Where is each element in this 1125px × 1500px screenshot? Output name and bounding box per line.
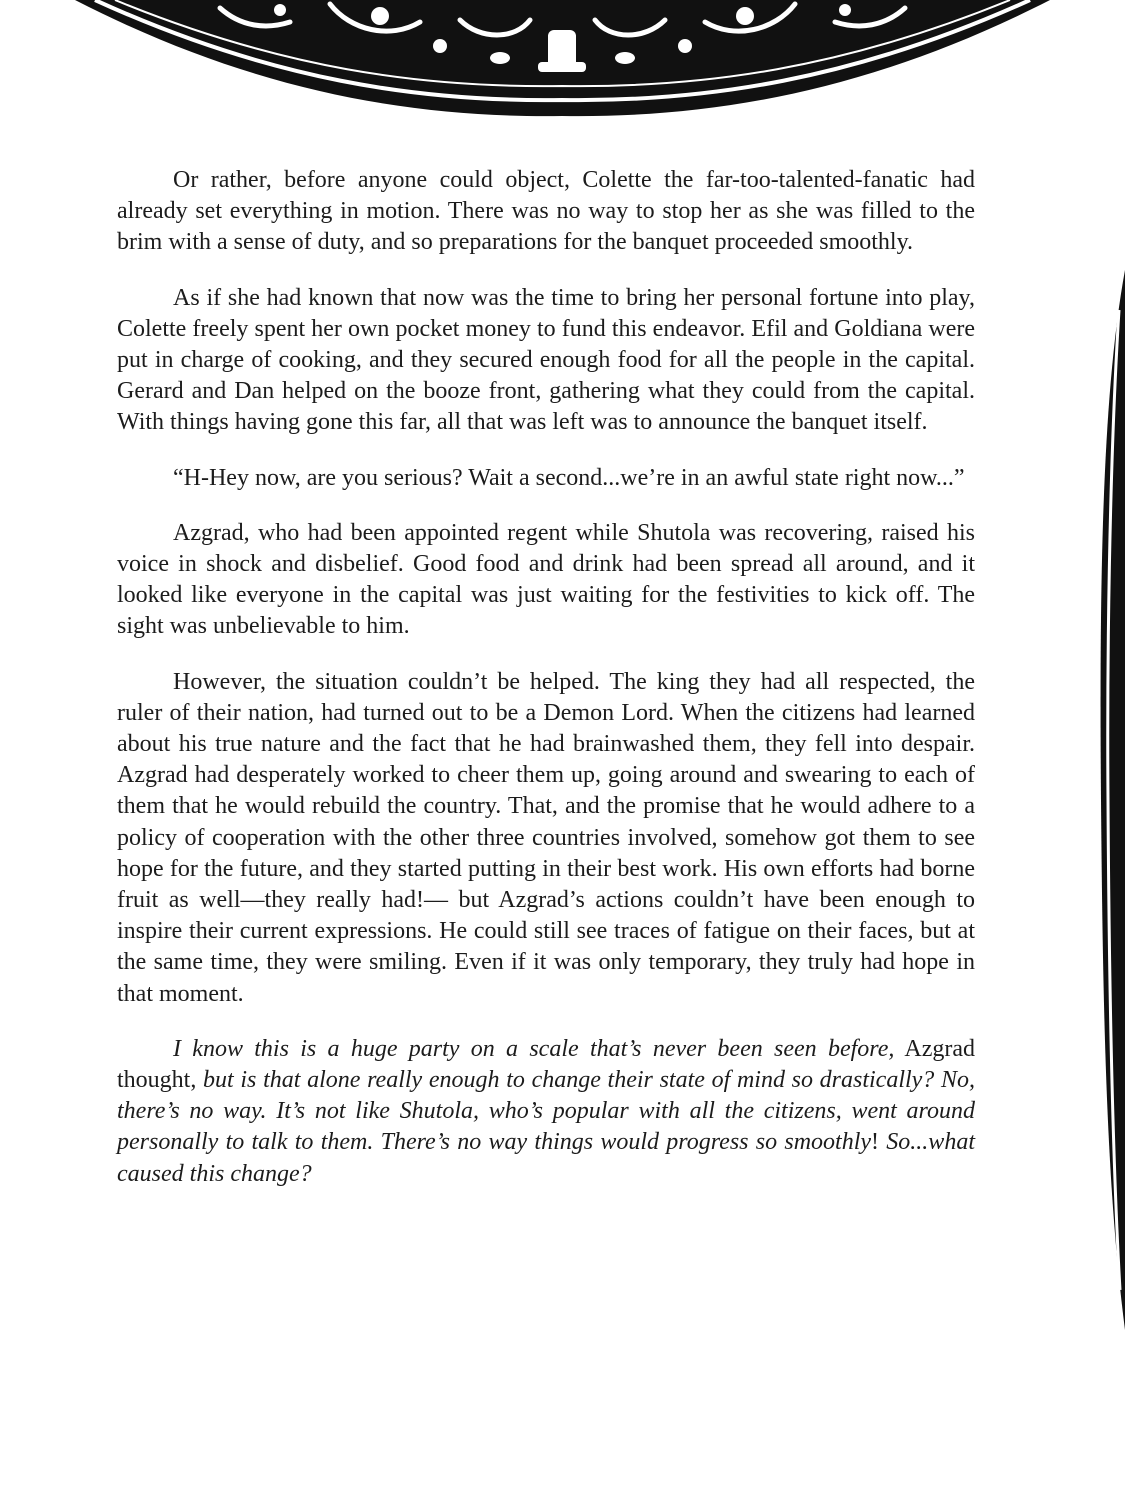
thought-attribution: Azgrad thought, [117, 1035, 975, 1094]
thought-text-3: So...what caused this change? [117, 1129, 975, 1187]
paragraph-2: As if she had known that now was the time to bring her personal fortune into play, Colette freely spent her own pocket money to fund this endeavor. Efil and Goldiana were put in charge of cooking, and they secured enough food for all the people in the capital. Gerard and Dan helped on the booze front, gathering what they could from the capital. With things having gone this far, all that was left was to announce the banquet itself. [117, 284, 975, 436]
decorative-header-ornament [0, 0, 1125, 120]
thought-text-1: I know this is a huge party on a scale that’s never been seen before, [173, 1035, 895, 1062]
page-text [117, 165, 975, 1214]
exclamation-mark: ! [871, 1129, 880, 1156]
paragraph-1: Or rather, before anyone could object, Colette the far-too-talented-fanatic had already set everything in motion. There was no way to stop her as she was filled to the brim with a sense of duty, and so preparations for the banquet proceeded smoothly. [117, 167, 975, 256]
paragraph-5: However, the situation couldn’t be helped. The king they had all respected, the ruler of their nation, had turned out to be a Demon Lord. When the citizens had learned about his true nature and the fact that he had brainwashed them, they fell into despair. Azgrad had desperately worked to cheer them up, going around and swearing to each of them that he would rebuild the country. That, and the promise that he would adhere to a policy of cooperation with the other three countries involved, somehow got them to see hope for the future, and they started putting in their best work. His own efforts had borne fruit as well—they really had!— but Azgrad’s actions couldn’t have been enough to inspire their current expressions. He could still see traces of fatigue on their faces, but at the same time, they were smiling. Even if it was only temporary, they truly had hope in that moment. [117, 668, 975, 1007]
paragraph-4: Azgrad, who had been appointed regent while Shutola was recovering, raised his voice in shock and disbelief. Good food and drink had been spread all around, and it looked like everyone in the capital was just waiting for the festivities to kick off. The sight was unbelievable to him. [117, 519, 975, 640]
thought-text-2: but is that alone really enough to change their state of mind so drastically? No, there’s no way. It’s not like Shutola, who’s popular with all the citizens, went around personally to talk to them. There’s no way things would progress so smoothly [117, 1067, 976, 1156]
paragraph-6-thought [117, 1034, 975, 1190]
paragraph-3-dialogue: “H-Hey now, are you serious? Wait a second...we’re in an awful state right now...” [173, 464, 965, 491]
decorative-side-border [1095, 270, 1125, 1330]
